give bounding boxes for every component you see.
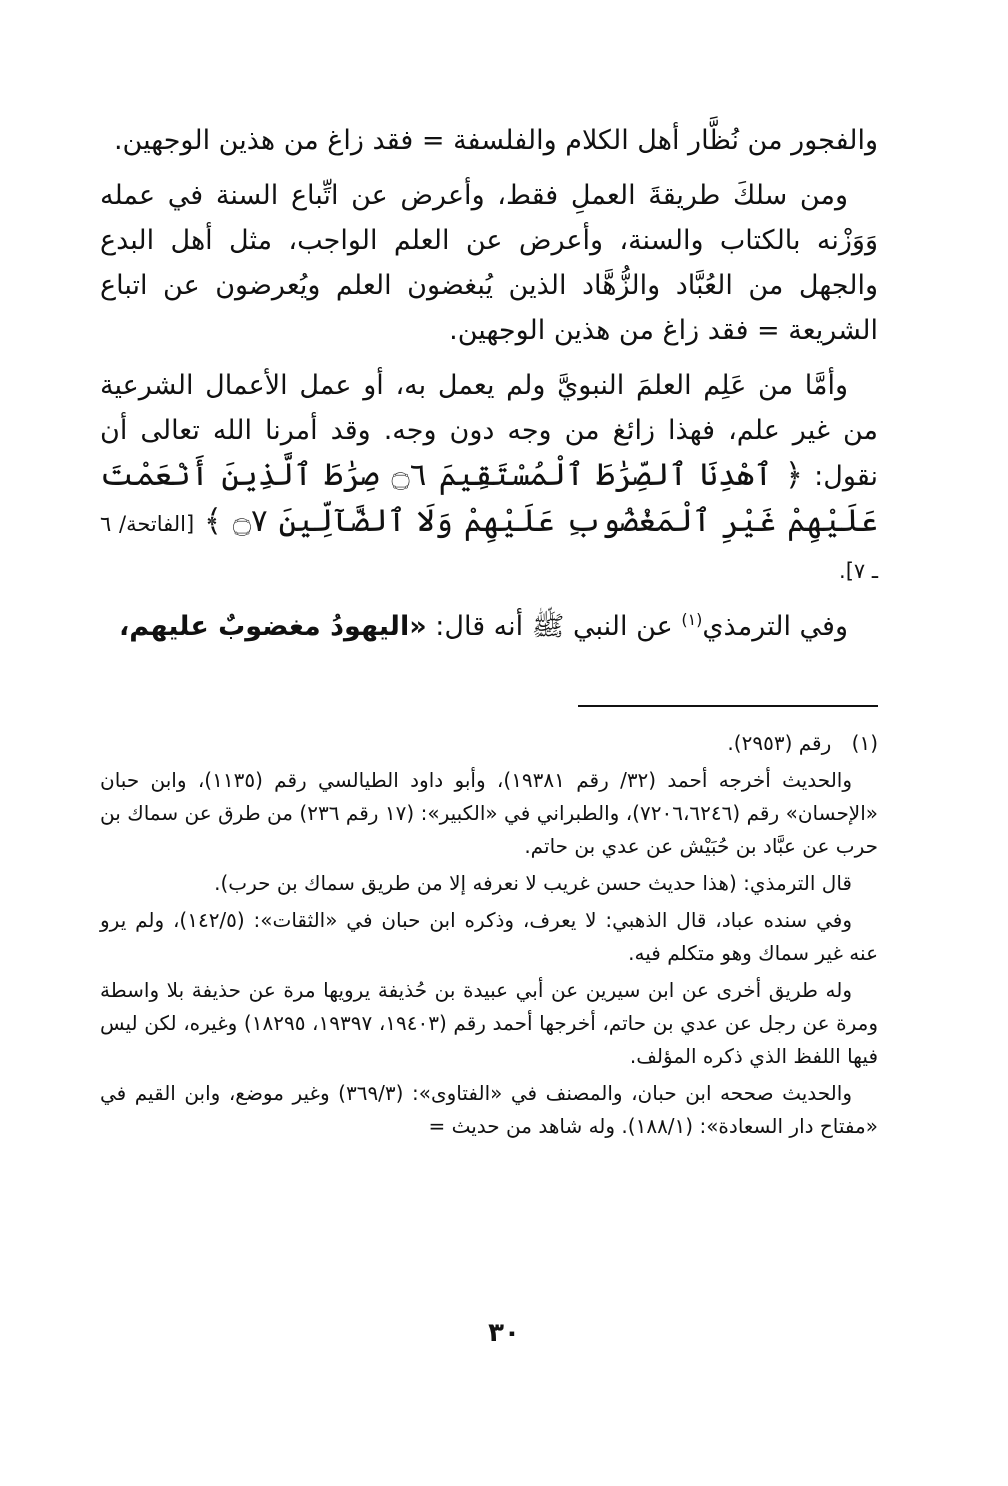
footnote-paragraph-2: والحديث أخرجه أحمد (٣٢/ رقم ١٩٣٨١)، وأبو داود الطيالسي رقم (١١٣٥)، وابن حبان «الإحسان» رقم (٧٢٠٦،٦٢٤٦)، والطبراني في «الكبير»: (١٧ رقم ٢٣٦) من طرق عن سماك بن حرب عن عبَّاد بن حُبَيْش عن عدي بن حاتم. bbox=[100, 768, 879, 858]
paragraph-4-rest: عن النبي ﷺ أنه قال: bbox=[435, 611, 673, 642]
page-number: ٣٠ bbox=[488, 1318, 520, 1348]
paragraph-1: والفجور من نُظَّار أهل الكلام والفلسفة = فقد زاغ من هذين الوجهين. bbox=[113, 125, 878, 156]
footnote-divider bbox=[578, 705, 878, 707]
footnote-paragraph-3: قال الترمذي: (هذا حديث حسن غريب لا نعرفه إلا من طريق سماك بن حرب). bbox=[214, 871, 852, 895]
footnote-1 bbox=[100, 727, 878, 760]
paragraph-4-text: وفي الترمذي bbox=[702, 611, 848, 642]
paragraph-3 bbox=[100, 363, 878, 594]
quran-reference: [الفاتحة/ ٦ ـ ٧]. bbox=[100, 512, 878, 583]
footnote-paragraph-6: والحديث صححه ابن حبان، والمصنف في «الفتاوى»: (٣٦٩/٣) وغير موضع، وابن القيم في «مفتاح دار السعادة»: (١٨٨/١). وله شاهد من حديث = bbox=[100, 1081, 878, 1138]
hadith-quote: «اليهودُ مغضوبٌ عليهم، bbox=[119, 611, 427, 642]
main-text bbox=[100, 118, 878, 659]
paragraph-4 bbox=[100, 604, 878, 649]
footnote-marker[interactable]: (١) bbox=[681, 610, 703, 629]
paragraph-3-text: وأمَّا من عَلِم العلمَ النبويَّ ولم يعمل به، أو عمل الأعمال الشرعية من غير علم، فهذا زائغ من وجه دون وجه. وقد أمرنا الله تعالى أن نقول: bbox=[100, 370, 878, 492]
footnote-paragraph-4: وفي سنده عباد، قال الذهبي: لا يعرف، وذكره ابن حبان في «الثقات»: (١٤٢/٥)، ولم يرو عنه غير سماك وهو متكلم فيه. bbox=[100, 908, 878, 965]
footnote-paragraph-5: وله طريق أخرى عن ابن سيرين عن أبي عبيدة بن حُذيفة يرويها مرة عن حذيفة بلا واسطة ومرة عن رجل عن عدي بن حاتم، أخرجها أحمد رقم (١٩٤٠٣، ١٩٣٩٧، ١٨٢٩٥) وغيره، لكن ليس فيها اللفظ الذي ذكره المؤلف. bbox=[100, 978, 878, 1068]
footnote-1-text: رقم (٢٩٥٣). bbox=[727, 731, 832, 755]
paragraph-2: ومن سلكَ طريقةَ العملِ فقط، وأعرض عن اتِّباع السنة في عمله وَوَزْنه بالكتاب والسنة، وأعرض عن العلم الواجب، مثل أهل البدع والجهل من العُبَّاد والزُّهَّاد الذين يُبغضون العلم ويُعرضون عن اتباع الشريعة = فقد زاغ من هذين الوجهين. bbox=[100, 180, 878, 346]
footnotes bbox=[100, 727, 878, 1147]
footnote-1-number: (١) bbox=[851, 731, 878, 755]
quran-verse: ﴿ ٱهْدِنَا ٱلصِّرَٰطَ ٱلْمُسْتَقِيمَ ۝٦ صِرَٰطَ ٱلَّذِينَ أَنْعَمْتَ عَلَيْهِمْ غَيْرِ ٱلْمَغْضُوبِ عَلَيْهِمْ وَلَا ٱلضَّآلِّينَ ۝٧ ﴾ bbox=[100, 457, 878, 539]
